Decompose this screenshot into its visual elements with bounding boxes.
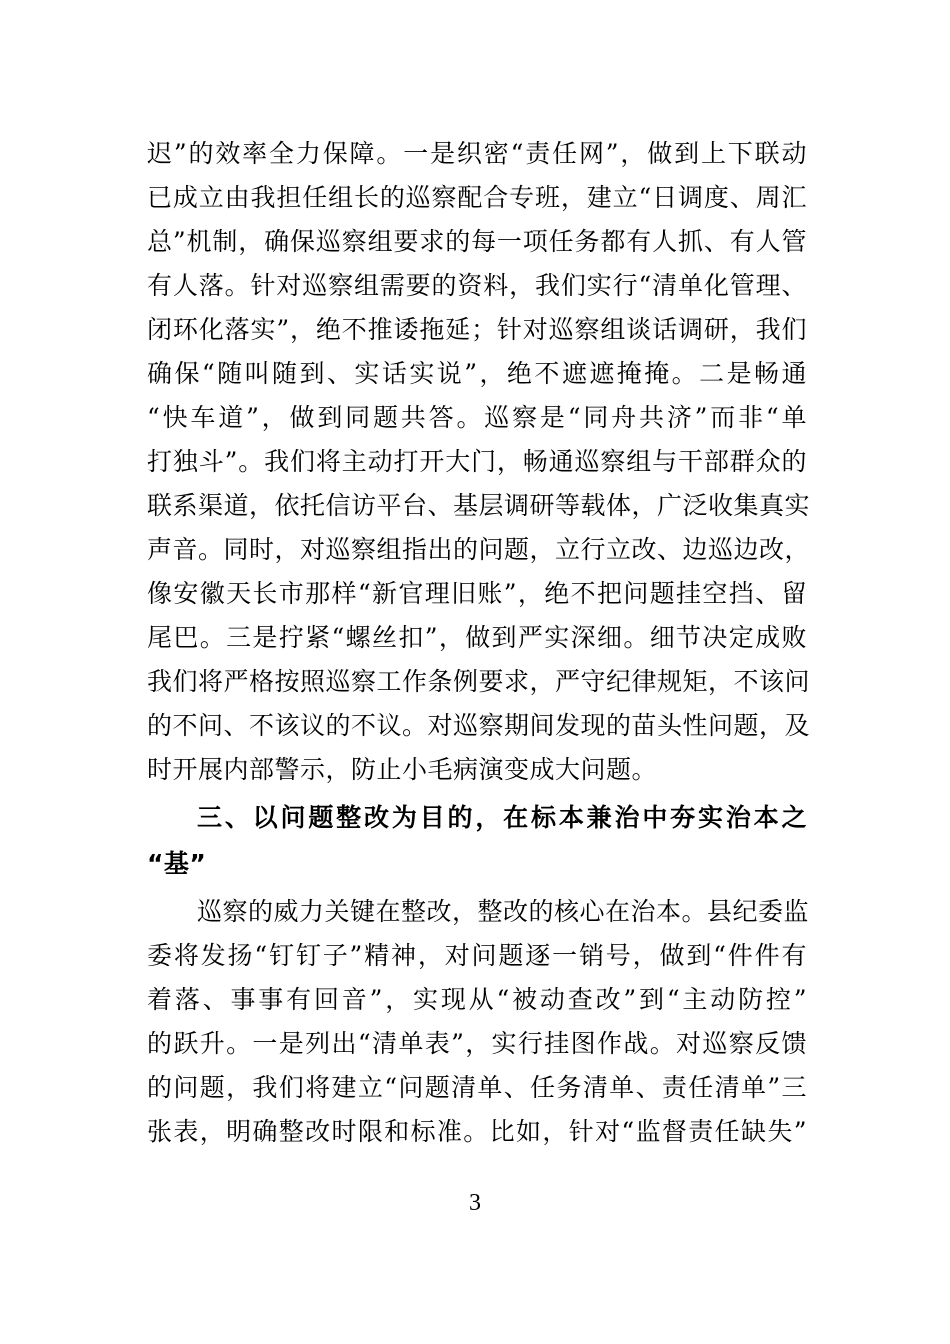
paragraph-line: 闭环化落实”，绝不推诿拖延；针对巡察组谈话调研，我们: [147, 315, 807, 344]
paragraph-line: 迟”的效率全力保障。一是织密“责任网”，做到上下联动: [147, 139, 807, 168]
paragraph-line: 确保“随叫随到、实话实说”，绝不遮遮掩掩。二是畅通: [147, 359, 807, 388]
paragraph-line: 着落、事事有回音”，实现从“被动查改”到“主动防控”: [147, 985, 807, 1014]
paragraph-line: 声音。同时，对巡察组指出的问题，立行立改、边巡边改，: [147, 535, 811, 564]
paragraph-line: 张表，明确整改时限和标准。比如，针对“监督责任缺失”: [147, 1117, 807, 1146]
page-number: 3: [469, 1190, 481, 1216]
paragraph-line: 有人落。针对巡察组需要的资料，我们实行“清单化管理、: [147, 271, 807, 300]
paragraph-line: 我们将严格按照巡察工作条例要求，严守纪律规矩，不该问: [147, 667, 811, 696]
paragraph-line: 的问题，我们将建立“问题清单、任务清单、责任清单”三: [147, 1073, 807, 1102]
paragraph-line: 的跃升。一是列出“清单表”，实行挂图作战。对巡察反馈: [147, 1029, 807, 1058]
paragraph-line: 已成立由我担任组长的巡察配合专班，建立“日调度、周汇: [147, 183, 807, 212]
paragraph-line: 总”机制，确保巡察组要求的每一项任务都有人抓、有人管: [147, 227, 807, 256]
paragraph-line: 打独斗”。我们将主动打开大门，畅通巡察组与干部群众的: [147, 447, 807, 476]
paragraph-line: 时开展内部警示，防止小毛病演变成大问题。: [147, 755, 658, 784]
paragraph-line: 联系渠道，依托信访平台、基层调研等载体，广泛收集真实: [147, 491, 811, 520]
paragraph-line: 的不问、不该议的不议。对巡察期间发现的苗头性问题，及: [147, 711, 811, 740]
section-heading: “基”: [147, 849, 207, 878]
section-heading: 三、以问题整改为目的，在标本兼治中夯实治本之: [197, 803, 807, 832]
paragraph-line: 像安徽天长市那样“新官理旧账”，绝不把问题挂空挡、留: [147, 579, 807, 608]
paragraph-line: “快车道”，做到同题共答。巡察是“同舟共济”而非“单: [147, 403, 807, 432]
paragraph-line: 巡察的威力关键在整改，整改的核心在治本。县纪委监: [197, 897, 810, 926]
paragraph-line: 尾巴。三是拧紧“螺丝扣”，做到严实深细。细节决定成败: [147, 623, 807, 652]
paragraph-line: 委将发扬“钉钉子”精神，对问题逐一销号，做到“件件有: [147, 941, 807, 970]
